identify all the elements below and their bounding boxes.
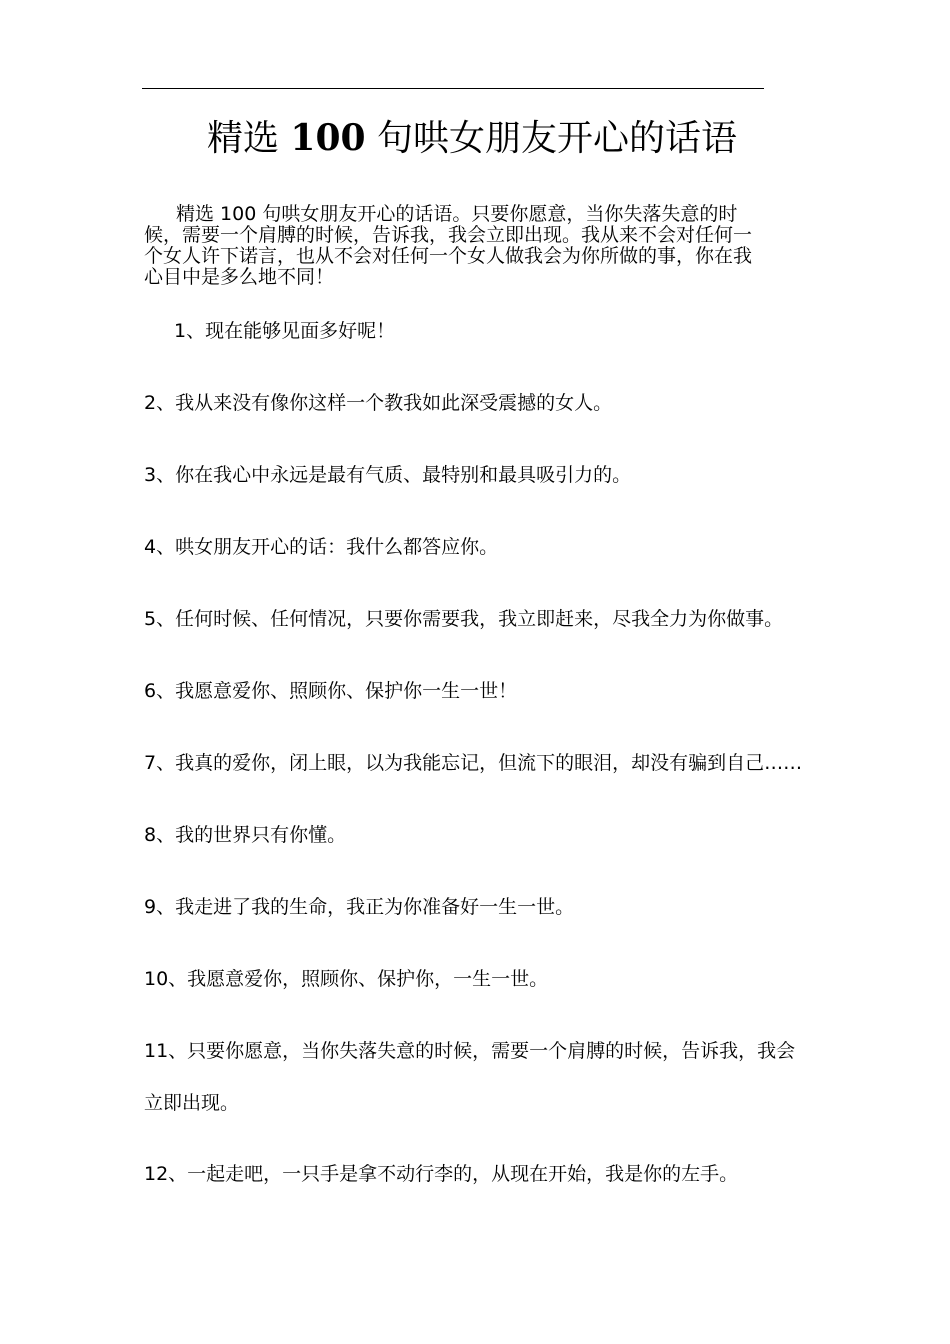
list-item: 1、现在能够见面多好呢！	[174, 320, 396, 342]
title-suffix: 句哄女朋友开心的话语	[377, 118, 738, 159]
list-item: 2、我从来没有像你这样一个教我如此深受震撼的女人。	[144, 392, 613, 414]
list-item: 5、任何时候、任何情况，只要你需要我，我立即赶来，尽我全力为你做事。	[144, 608, 784, 630]
list-item: 7、我真的爱你，闭上眼，以为我能忘记，但流下的眼泪，却没有骗到自己……	[144, 752, 803, 774]
list-item: 6、我愿意爱你、照顾你、保护你一生一世！	[144, 680, 518, 702]
list-item: 12、一起走吧，一只手是拿不动行李的，从现在开始，我是你的左手。	[144, 1163, 739, 1185]
header-rule	[142, 88, 764, 89]
list-item: 11、只要你愿意，当你失落失意的时候，需要一个肩膊的时候，告诉我，我会立即出现。	[144, 1040, 796, 1114]
list-item: 9、我走进了我的生命，我正为你准备好一生一世。	[144, 896, 575, 918]
document-title	[142, 112, 802, 165]
list-item: 3、你在我心中永远是最有气质、最特别和最具吸引力的。	[144, 464, 632, 486]
list-item: 8、我的世界只有你懂。	[144, 824, 347, 846]
title-number: 100	[290, 117, 366, 159]
list-item: 4、哄女朋友开心的话：我什么都答应你。	[144, 536, 499, 558]
title-prefix: 精选	[206, 118, 279, 159]
intro-paragraph: 精选 100 句哄女朋友开心的话语。只要你愿意，当你失落失意的时候，需要一个肩膊的时候，告诉我，我会立即出现。我从来不会对任何一个女人许下诺言，也从不会对任何一个女人做我会为你所做的事，你在我心目中是多么地不同！	[144, 203, 753, 288]
list-item: 10、我愿意爱你，照顾你、保护你，一生一世。	[144, 968, 549, 990]
